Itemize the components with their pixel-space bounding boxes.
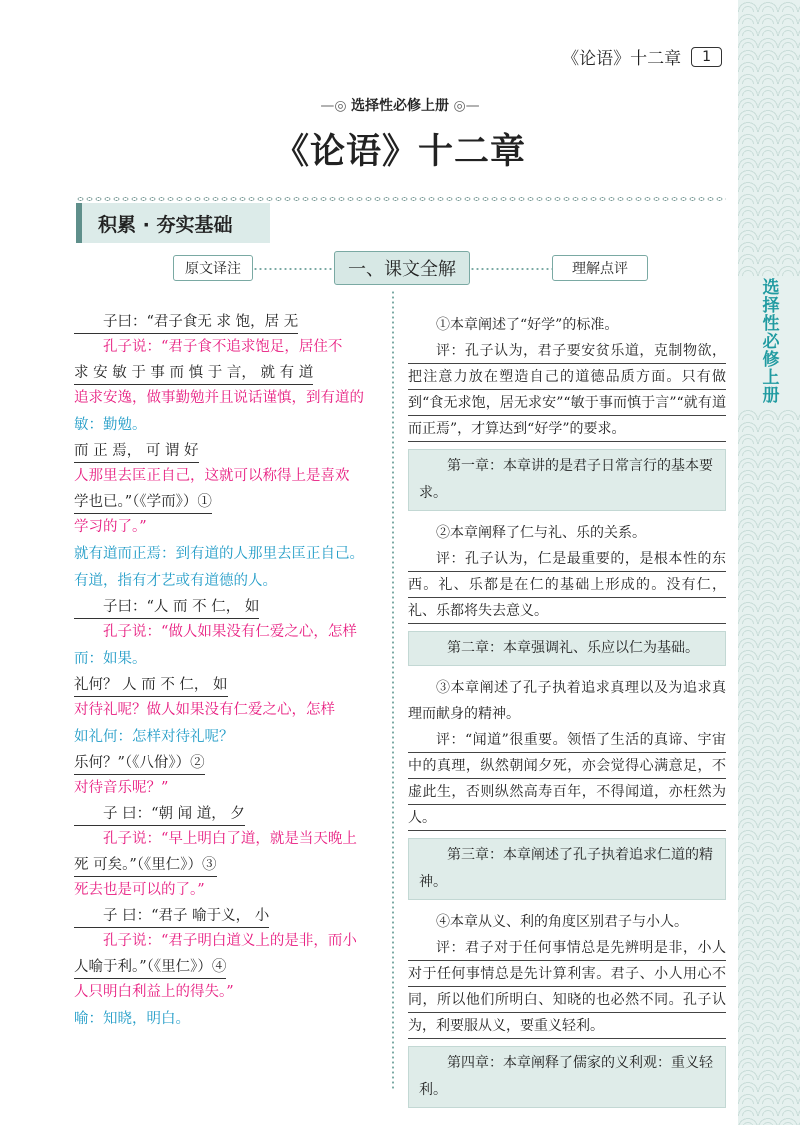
series-name: 选择性必修上册 <box>351 98 449 114</box>
commentary-paragraph: 评：孔子认为，仁是最重要的，是根本性的东西。礼、乐都是在仁的基础上形成的。没有仁，礼、乐都将失去意义。 <box>408 546 726 624</box>
original-text-line: 礼何？ 人 而 不 仁， 如 <box>74 673 228 697</box>
translation-line: 孔子说：“早上明白了道，就是当天晚上 <box>103 831 357 847</box>
annotation-line: 有道，指有才艺或有道德的人。 <box>74 573 277 589</box>
commentary-paragraph: 评：孔子认为，君子要安贫乐道，克制物欲，把注意力放在塑造自己的道德品质方面。只有做到“食无求饱，居无求安”“敏于事而慎于言”“就有道而正焉”，才算达到“好学”的要求。 <box>408 338 726 442</box>
chapter-point: ③本章阐述了孔子执着追求真理以及为追求真理而献身的精神。 <box>408 680 726 722</box>
translation-line: 孔子说：“君子食不追求饱足，居住不 <box>103 339 343 355</box>
commentary-paragraph: 评：君子对于任何事情总是先辨明是非，小人对于任何事情总是先计算利害。君子、小人用心不同，所以他们所明白、知晓的也必然不同。孔子认为，利要服从义，要重义轻利。 <box>408 935 726 1039</box>
chapter-point: ②本章阐释了仁与礼、乐的关系。 <box>436 525 646 541</box>
running-header <box>562 44 722 69</box>
chapter-point: ①本章阐述了“好学”的标准。 <box>436 317 619 333</box>
chapter-point: ④本章从义、利的角度区别君子与小人。 <box>436 914 688 930</box>
side-series-label <box>738 278 800 410</box>
translation-line: 孔子说：“君子明白道义上的是非，而小 <box>103 933 357 949</box>
commentary-paragraph: 评：“闻道”很重要。领悟了生活的真谛、宇宙中的真理，纵然朝闻夕死，亦会觉得心满意足，不虚此生，否则纵然高寿百年，不得闻道，亦枉然为人。 <box>408 727 726 831</box>
original-text-line: 乐何？”（《八佾》）② <box>74 751 205 775</box>
series-left-ornament: —◎ <box>320 98 351 114</box>
translation-line: 对待音乐呢？” <box>74 780 169 796</box>
translation-line: 死去也是可以的了。” <box>74 882 205 898</box>
dotted-connector-left <box>253 268 334 270</box>
chapter-summary-box: 第四章：本章阐释了儒家的义利观：重义轻利。 <box>408 1046 726 1108</box>
translation-line: 对待礼呢？做人如果没有仁爱之心，怎样 <box>74 702 335 718</box>
running-title: 《论语》十二章 <box>562 49 682 69</box>
annotation-line: 就有道而正焉：到有道的人那里去匡正自己。 <box>74 546 364 562</box>
left-column-label: 原文译注 <box>173 255 253 281</box>
annotation-line: 敏：勤勉。 <box>74 417 147 433</box>
column-divider <box>392 290 394 1090</box>
translation-line: 孔子说：“做人如果没有仁爱之心，怎样 <box>103 624 357 640</box>
annotation-line: 喻：知晓，明白。 <box>74 1011 190 1027</box>
annotation-line: 而：如果。 <box>74 651 147 667</box>
chapter-summary-box: 第三章：本章阐述了孔子执着追求仁道的精神。 <box>408 838 726 900</box>
chapter-summary-box: 第一章：本章讲的是君子日常言行的基本要求。 <box>408 449 726 511</box>
series-right-ornament: ◎— <box>449 98 480 114</box>
center-section-label: 一、课文全解 <box>334 251 470 285</box>
original-text-line: 死 可矣。”（《里仁》）③ <box>74 853 217 877</box>
chapter-summary-box: 第二章：本章强调礼、乐应以仁为基础。 <box>408 631 726 666</box>
translation-line: 追求安逸，做事勤勉并且说话谨慎，到有道的 <box>74 390 364 406</box>
translation-line: 学习的了。” <box>74 519 147 535</box>
page-number: 1 <box>691 47 722 67</box>
commentary-column <box>408 312 726 1117</box>
section-heading: 积累 · 夯实基础 <box>76 203 270 243</box>
series-line <box>0 95 800 115</box>
original-text-line: 学也已。”（《学而》）① <box>74 490 212 514</box>
translation-column <box>74 310 379 1033</box>
chain-divider <box>76 195 726 203</box>
translation-line: 人只明白利益上的得失。” <box>74 984 234 1000</box>
original-text-line: 子 曰：“君子 喻于义， 小 <box>74 904 269 928</box>
original-text-line: 子 曰：“朝 闻 道， 夕 <box>74 802 245 826</box>
page-title: 《论语》十二章 <box>273 132 526 172</box>
original-text-line: 人喻于利。”（《里仁》）④ <box>74 955 226 979</box>
dotted-connector-right <box>470 268 552 270</box>
original-text-line: 子曰：“人 而 不 仁， 如 <box>74 595 259 619</box>
annotation-line: 如礼何：怎样对待礼呢？ <box>74 729 234 745</box>
original-text-line: 求 安 敏 于 事 而 慎 于 言， 就 有 道 <box>74 361 313 385</box>
original-text-line: 而 正 焉， 可 谓 好 <box>74 439 199 463</box>
side-series-text: 选择性必修上册 <box>758 278 779 404</box>
right-column-label: 理解点评 <box>552 255 648 281</box>
original-text-line: 子曰：“君子食无 求 饱，居 无 <box>74 310 298 334</box>
translation-line: 人那里去匡正自己，这就可以称得上是喜欢 <box>74 468 350 484</box>
